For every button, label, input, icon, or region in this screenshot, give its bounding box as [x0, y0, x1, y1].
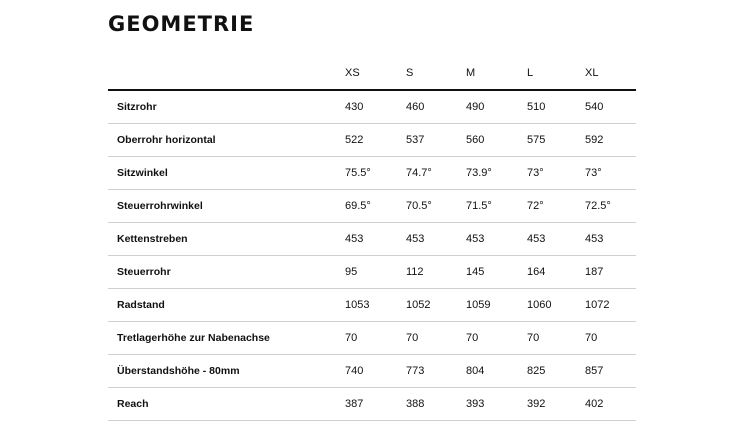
table-cell: 145 — [466, 256, 527, 289]
geometry-table — [108, 57, 636, 421]
table-cell: 453 — [527, 223, 585, 256]
row-label: Sitzwinkel — [108, 157, 345, 190]
table-cell: 773 — [406, 355, 466, 388]
table-cell: 540 — [585, 90, 636, 124]
row-label: Überstandshöhe - 80mm — [108, 355, 345, 388]
table-cell: 825 — [527, 355, 585, 388]
table-row — [108, 355, 636, 388]
table-cell: 187 — [585, 256, 636, 289]
table-cell: 1052 — [406, 289, 466, 322]
table-cell: 575 — [527, 124, 585, 157]
table-cell: 73° — [527, 157, 585, 190]
table-cell: 71.5° — [466, 190, 527, 223]
table-row — [108, 124, 636, 157]
table-cell: 70 — [585, 322, 636, 355]
table-cell: 393 — [466, 388, 527, 421]
column-header-m: M — [466, 57, 527, 90]
table-cell: 1072 — [585, 289, 636, 322]
table-cell: 453 — [466, 223, 527, 256]
header-label-column — [108, 57, 345, 90]
table-cell: 72° — [527, 190, 585, 223]
table-row — [108, 256, 636, 289]
row-label: Sitzrohr — [108, 90, 345, 124]
table-cell: 460 — [406, 90, 466, 124]
table-cell: 453 — [406, 223, 466, 256]
table-cell: 72.5° — [585, 190, 636, 223]
table-cell: 70 — [345, 322, 406, 355]
table-cell: 804 — [466, 355, 527, 388]
table-row — [108, 90, 636, 124]
table-cell: 69.5° — [345, 190, 406, 223]
table-cell: 387 — [345, 388, 406, 421]
table-cell: 70 — [466, 322, 527, 355]
table-cell: 510 — [527, 90, 585, 124]
row-label: Reach — [108, 388, 345, 421]
table-row — [108, 190, 636, 223]
table-cell: 1053 — [345, 289, 406, 322]
table-cell: 1060 — [527, 289, 585, 322]
table-cell: 164 — [527, 256, 585, 289]
table-cell: 112 — [406, 256, 466, 289]
table-row — [108, 157, 636, 190]
row-label: Steuerrohrwinkel — [108, 190, 345, 223]
table-row — [108, 388, 636, 421]
table-cell: 75.5° — [345, 157, 406, 190]
row-label: Steuerrohr — [108, 256, 345, 289]
table-cell: 592 — [585, 124, 636, 157]
table-cell: 430 — [345, 90, 406, 124]
table-cell: 537 — [406, 124, 466, 157]
table-cell: 388 — [406, 388, 466, 421]
table-row — [108, 322, 636, 355]
table-cell: 453 — [585, 223, 636, 256]
table-cell: 73° — [585, 157, 636, 190]
row-label: Kettenstreben — [108, 223, 345, 256]
table-cell: 95 — [345, 256, 406, 289]
row-label: Tretlagerhöhe zur Nabenachse — [108, 322, 345, 355]
table-header-row — [108, 57, 636, 90]
table-cell: 402 — [585, 388, 636, 421]
table-cell: 857 — [585, 355, 636, 388]
table-cell: 522 — [345, 124, 406, 157]
row-label: Radstand — [108, 289, 345, 322]
table-cell: 490 — [466, 90, 527, 124]
table-row — [108, 289, 636, 322]
column-header-xl: XL — [585, 57, 636, 90]
table-cell: 453 — [345, 223, 406, 256]
table-cell: 70.5° — [406, 190, 466, 223]
table-cell: 73.9° — [466, 157, 527, 190]
table-cell: 74.7° — [406, 157, 466, 190]
page-title: GEOMETRIE — [108, 12, 255, 36]
row-label: Oberrohr horizontal — [108, 124, 345, 157]
table-cell: 560 — [466, 124, 527, 157]
column-header-l: L — [527, 57, 585, 90]
table-cell: 70 — [527, 322, 585, 355]
table-row — [108, 223, 636, 256]
table-cell: 70 — [406, 322, 466, 355]
column-header-s: S — [406, 57, 466, 90]
table-cell: 392 — [527, 388, 585, 421]
table-cell: 1059 — [466, 289, 527, 322]
table-cell: 740 — [345, 355, 406, 388]
column-header-xs: XS — [345, 57, 406, 90]
